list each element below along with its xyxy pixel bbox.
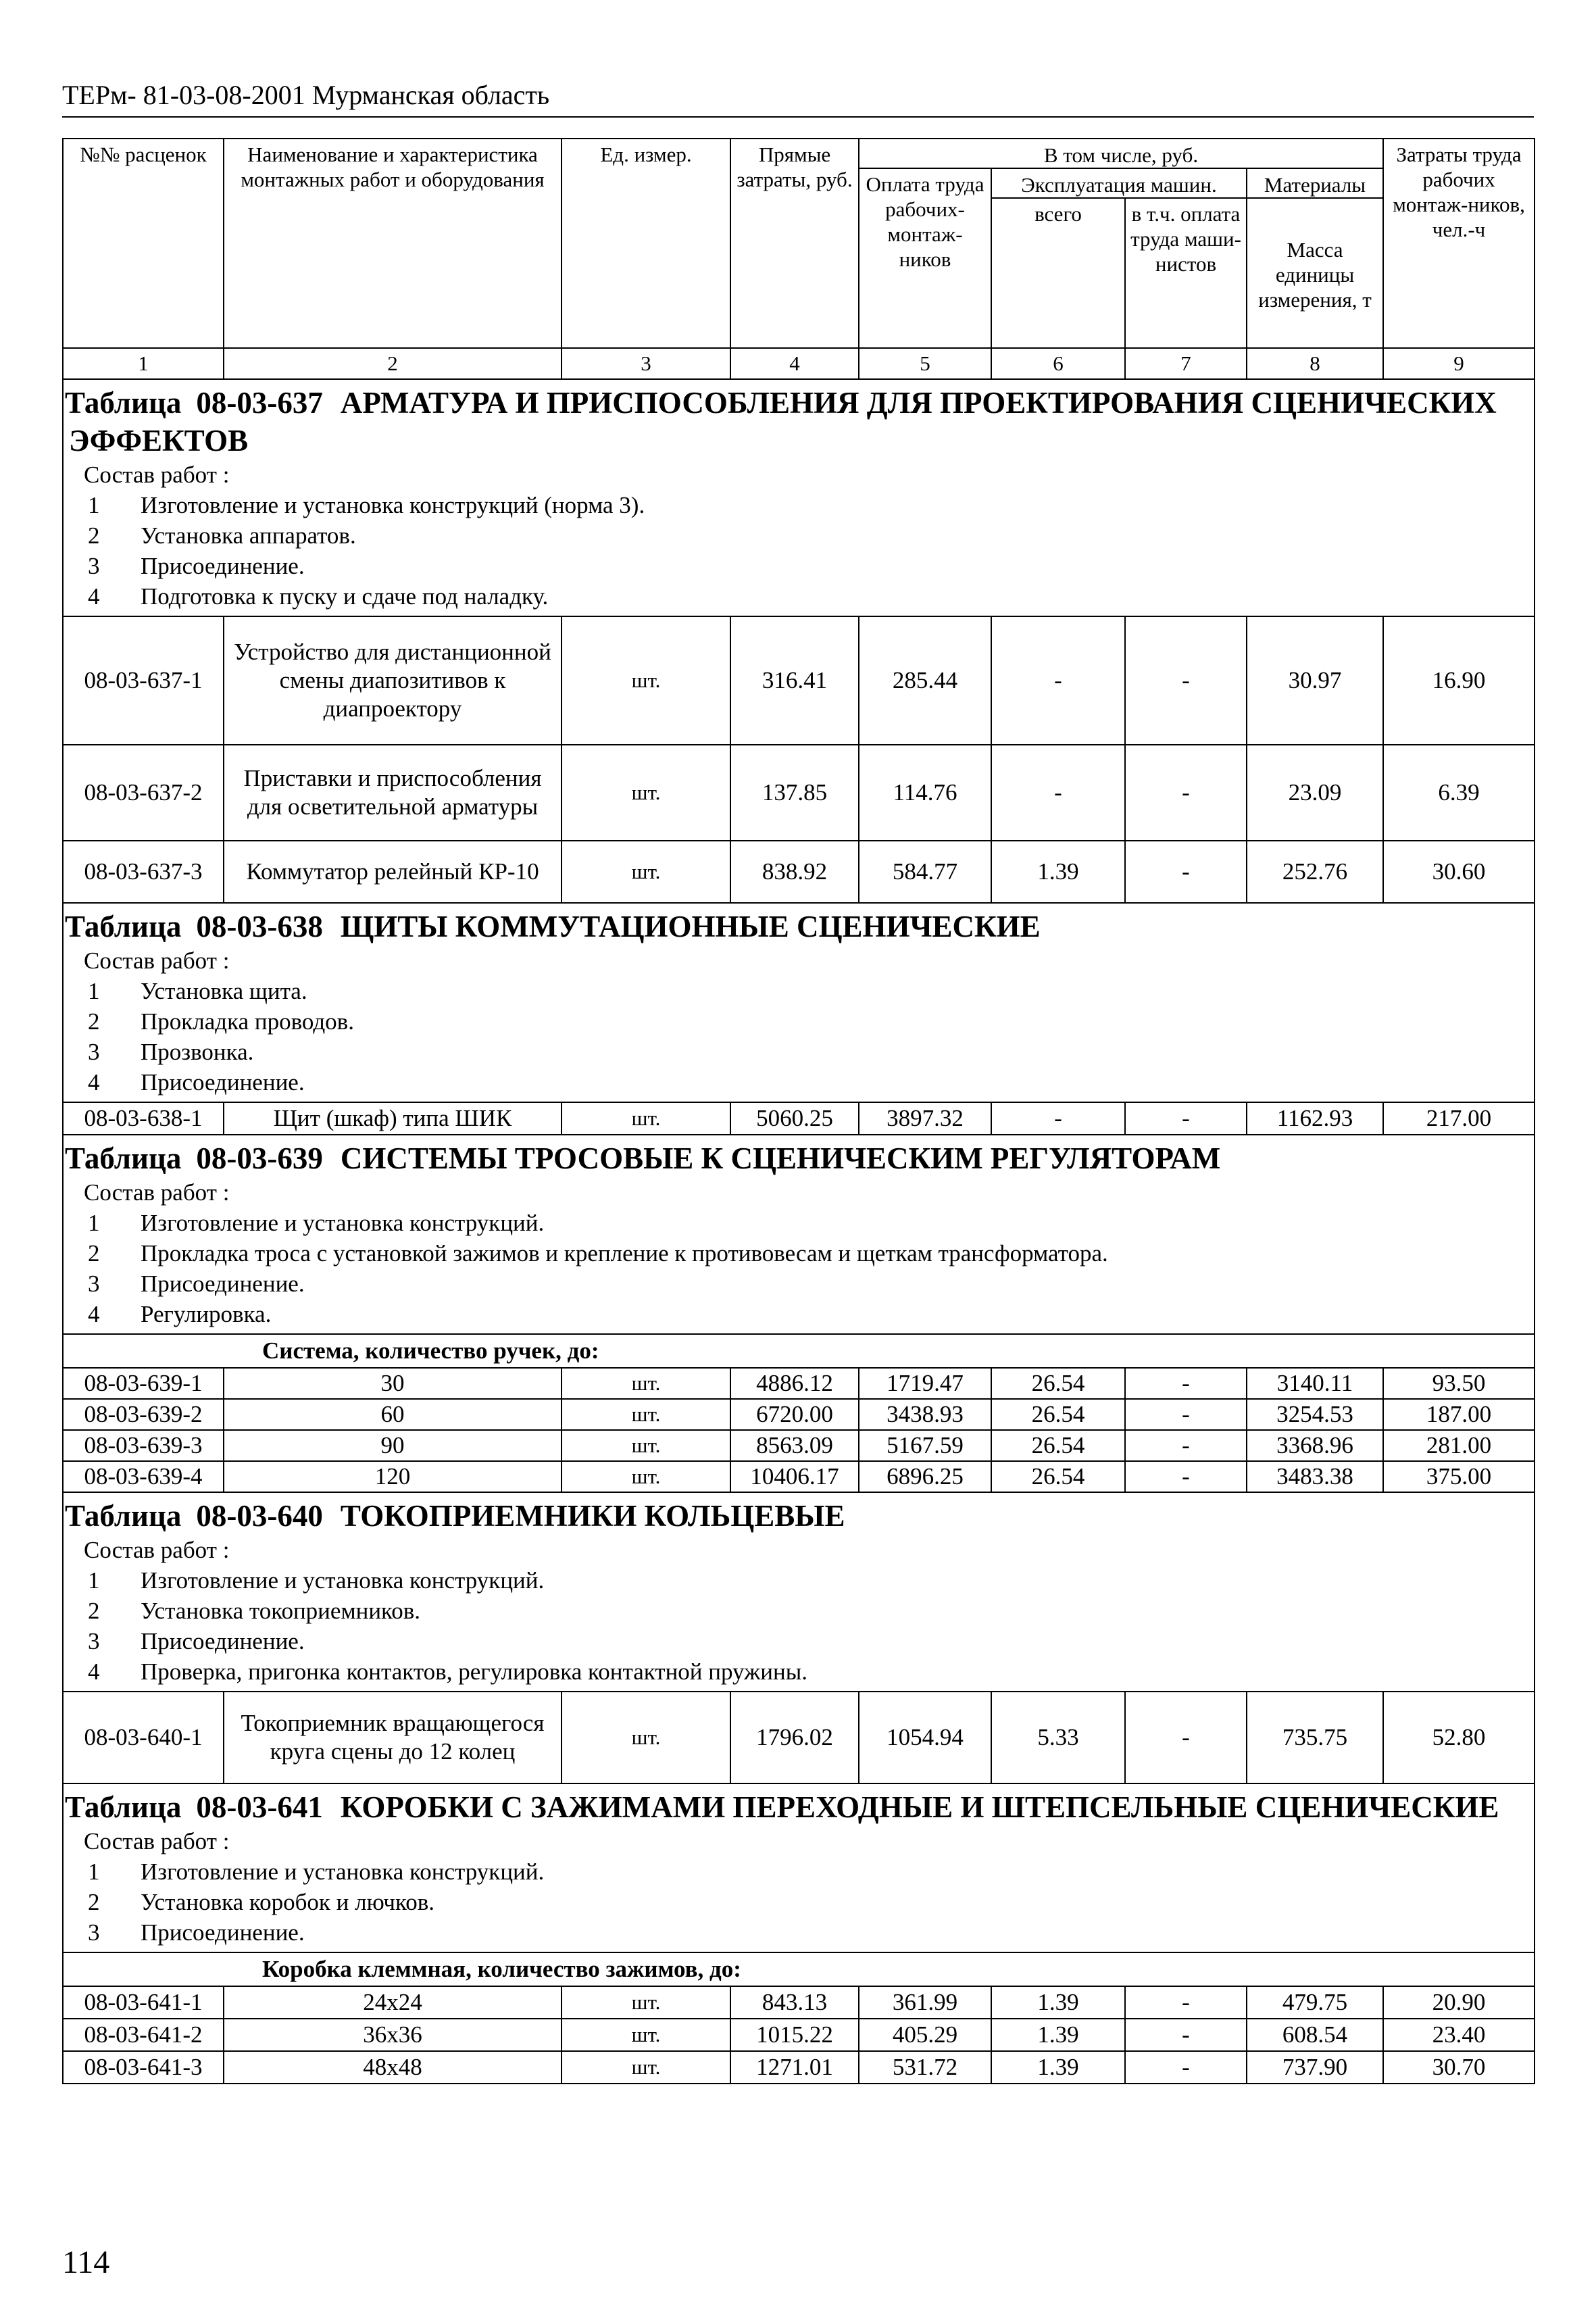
running-header: ТЕРм- 81-03-08-2001 Мурманская область — [62, 76, 1534, 118]
rate-unit: шт. — [562, 2019, 730, 2051]
header-mass: Масса единицы измерения, т — [1247, 198, 1383, 348]
work-item: 2 Установка коробок и лючков. — [88, 1889, 435, 1915]
rate-machines: - — [991, 1102, 1125, 1135]
subheader-row — [63, 1952, 1535, 1986]
section-title — [65, 384, 1528, 460]
rate-code: 08-03-639-4 — [63, 1461, 224, 1492]
table-header — [63, 139, 1535, 379]
work-item: 4 Регулировка. — [88, 1301, 272, 1327]
rate-unit: шт. — [562, 745, 730, 841]
work-item: 3 Присоединение. — [88, 1919, 305, 1946]
rate-unit: шт. — [562, 1102, 730, 1135]
rate-direct: 316.41 — [730, 616, 859, 745]
rate-name: Токоприемник вращающегося круга сцены до 12 колец — [224, 1692, 562, 1783]
header-code: №№ расценок — [63, 139, 224, 348]
rate-unit: шт. — [562, 841, 730, 903]
works-label: Состав работ : — [84, 1179, 230, 1206]
rate-machines-pay: - — [1125, 1692, 1247, 1783]
rate-unit: шт. — [562, 1399, 730, 1430]
column-number: 6 — [991, 348, 1125, 379]
section-title — [65, 1139, 1528, 1177]
rate-hours: 20.90 — [1383, 1986, 1535, 2019]
rate-hours: 30.60 — [1383, 841, 1535, 903]
column-number: 5 — [859, 348, 991, 379]
table-code: 08-03-637 — [196, 386, 323, 420]
rate-direct: 843.13 — [730, 1986, 859, 2019]
rate-machines-pay: - — [1125, 2051, 1247, 2084]
rate-machines: 1.39 — [991, 2019, 1125, 2051]
works-label: Состав работ : — [84, 462, 230, 488]
table-row — [63, 616, 1535, 745]
column-number: 4 — [730, 348, 859, 379]
rate-labor: 1054.94 — [859, 1692, 991, 1783]
rate-materials: 608.54 — [1247, 2019, 1383, 2051]
rate-hours: 187.00 — [1383, 1399, 1535, 1430]
rate-machines-pay: - — [1125, 745, 1247, 841]
header-machines-total: всего — [991, 198, 1125, 348]
table-code: 08-03-640 — [196, 1499, 323, 1533]
rate-hours: 93.50 — [1383, 1368, 1535, 1399]
rate-direct: 6720.00 — [730, 1399, 859, 1430]
rate-direct: 5060.25 — [730, 1102, 859, 1135]
rate-unit: шт. — [562, 616, 730, 745]
work-item: 4 Присоединение. — [88, 1069, 305, 1096]
document-page — [62, 76, 1534, 2280]
rate-name: Устройство для дистанционной смены диапозитивов к диапроектору — [224, 616, 562, 745]
section-title — [65, 1788, 1528, 1826]
section-08-03-640 — [63, 1492, 1535, 1783]
rate-materials: 737.90 — [1247, 2051, 1383, 2084]
column-number: 2 — [224, 348, 562, 379]
table-keyword: Таблица — [65, 1499, 182, 1533]
subheader: Система, количество ручек, до: — [63, 1334, 1535, 1368]
work-item: 4 Подготовка к пуску и сдаче под наладку. — [88, 583, 549, 610]
rate-machines: - — [991, 616, 1125, 745]
rate-direct: 1796.02 — [730, 1692, 859, 1783]
rate-labor: 285.44 — [859, 616, 991, 745]
table-title: СИСТЕМЫ ТРОСОВЫЕ К СЦЕНИЧЕСКИМ РЕГУЛЯТОРАМ — [340, 1141, 1221, 1175]
rate-direct: 4886.12 — [730, 1368, 859, 1399]
rate-materials: 3140.11 — [1247, 1368, 1383, 1399]
rate-unit: шт. — [562, 1368, 730, 1399]
rate-machines: 1.39 — [991, 841, 1125, 903]
rate-name: 90 — [224, 1430, 562, 1461]
column-number: 9 — [1383, 348, 1535, 379]
rate-code: 08-03-637-3 — [63, 841, 224, 903]
table-row — [63, 1430, 1535, 1461]
rate-name: 30 — [224, 1368, 562, 1399]
rate-name: 120 — [224, 1461, 562, 1492]
rate-unit: шт. — [562, 2051, 730, 2084]
rate-code: 08-03-640-1 — [63, 1692, 224, 1783]
header-labor-pay: Оплата труда рабочих-монтаж-ников — [859, 168, 991, 348]
rate-labor: 584.77 — [859, 841, 991, 903]
header-machines-group: Эксплуатация машин. — [991, 168, 1247, 198]
header-direct-costs: Прямые затраты, руб. — [730, 139, 859, 348]
table-row — [63, 2051, 1535, 2084]
table-keyword: Таблица — [65, 910, 182, 943]
table-code: 08-03-639 — [196, 1141, 323, 1175]
rate-direct: 10406.17 — [730, 1461, 859, 1492]
table-title: КОРОБКИ С ЗАЖИМАМИ ПЕРЕХОДНЫЕ И ШТЕПСЕЛЬНЫЕ СЦЕНИЧЕСКИЕ — [340, 1790, 1499, 1824]
rate-materials: 1162.93 — [1247, 1102, 1383, 1135]
work-item: 1 Изготовление и установка конструкций. — [88, 1858, 545, 1885]
table-keyword: Таблица — [65, 1141, 182, 1175]
rate-hours: 281.00 — [1383, 1430, 1535, 1461]
rate-machines: 1.39 — [991, 2051, 1125, 2084]
rate-direct: 838.92 — [730, 841, 859, 903]
work-item: 1 Изготовление и установка конструкций. — [88, 1210, 545, 1236]
column-number: 1 — [63, 348, 224, 379]
rate-materials: 30.97 — [1247, 616, 1383, 745]
rate-name: 36x36 — [224, 2019, 562, 2051]
header-machines-pay: в т.ч. оплата труда маши-нистов — [1125, 198, 1247, 348]
section-box — [63, 1492, 1535, 1692]
rate-hours: 375.00 — [1383, 1461, 1535, 1492]
work-item: 1 Установка щита. — [88, 978, 307, 1004]
work-item: 2 Установка токоприемников. — [88, 1598, 421, 1624]
rate-machines-pay: - — [1125, 1102, 1247, 1135]
rate-materials: 3254.53 — [1247, 1399, 1383, 1430]
rate-unit: шт. — [562, 1986, 730, 2019]
rate-machines-pay: - — [1125, 616, 1247, 745]
rate-hours: 16.90 — [1383, 616, 1535, 745]
works-label: Состав работ : — [84, 1537, 230, 1563]
rate-labor: 1719.47 — [859, 1368, 991, 1399]
rate-code: 08-03-641-1 — [63, 1986, 224, 2019]
rate-materials: 23.09 — [1247, 745, 1383, 841]
rate-machines: 26.54 — [991, 1399, 1125, 1430]
rate-hours: 6.39 — [1383, 745, 1535, 841]
column-number: 7 — [1125, 348, 1247, 379]
rate-code: 08-03-641-2 — [63, 2019, 224, 2051]
rate-code: 08-03-638-1 — [63, 1102, 224, 1135]
section-box — [63, 903, 1535, 1102]
work-item: 3 Присоединение. — [88, 1271, 305, 1297]
work-item: 1 Изготовление и установка конструкций. — [88, 1567, 545, 1594]
rate-code: 08-03-639-1 — [63, 1368, 224, 1399]
rate-materials: 3483.38 — [1247, 1461, 1383, 1492]
rate-labor: 361.99 — [859, 1986, 991, 2019]
rate-unit: шт. — [562, 1461, 730, 1492]
rate-machines-pay: - — [1125, 2019, 1247, 2051]
rate-name: Щит (шкаф) типа ШИК — [224, 1102, 562, 1135]
section-08-03-638 — [63, 903, 1535, 1135]
rate-direct: 8563.09 — [730, 1430, 859, 1461]
column-numbers-row — [63, 348, 1535, 379]
table-keyword: Таблица — [65, 386, 182, 420]
work-item: 2 Установка аппаратов. — [88, 522, 356, 549]
rate-materials: 3368.96 — [1247, 1430, 1383, 1461]
table-row — [63, 1368, 1535, 1399]
header-name: Наименование и характеристика монтажных работ и оборудования — [224, 139, 562, 348]
rates-table — [62, 138, 1535, 2084]
table-keyword: Таблица — [65, 1790, 182, 1824]
table-title: ТОКОПРИЕМНИКИ КОЛЬЦЕВЫЕ — [340, 1499, 845, 1533]
work-item: 3 Прозвонка. — [88, 1039, 254, 1065]
rate-code: 08-03-637-1 — [63, 616, 224, 745]
rate-machines: - — [991, 745, 1125, 841]
rate-name: Коммутатор релейный КР-10 — [224, 841, 562, 903]
rate-unit: шт. — [562, 1692, 730, 1783]
work-item: 2 Прокладка троса с установкой зажимов и крепление к противовесам и щеткам трансформатора. — [88, 1240, 1108, 1266]
header-including-group: В том числе, руб. — [859, 139, 1383, 168]
section-box — [63, 1783, 1535, 1952]
work-item: 3 Присоединение. — [88, 553, 305, 579]
work-item: 1 Изготовление и установка конструкций (норма 3). — [88, 492, 645, 518]
rate-hours: 217.00 — [1383, 1102, 1535, 1135]
rate-machines: 1.39 — [991, 1986, 1125, 2019]
rate-name: 60 — [224, 1399, 562, 1430]
rate-machines-pay: - — [1125, 1461, 1247, 1492]
rate-labor: 6896.25 — [859, 1461, 991, 1492]
works-label: Состав работ : — [84, 947, 230, 974]
section-title — [65, 908, 1528, 945]
table-row — [63, 1102, 1535, 1135]
rate-labor: 5167.59 — [859, 1430, 991, 1461]
rate-direct: 137.85 — [730, 745, 859, 841]
table-row — [63, 1986, 1535, 2019]
rate-code: 08-03-639-2 — [63, 1399, 224, 1430]
rate-machines-pay: - — [1125, 1368, 1247, 1399]
table-code: 08-03-641 — [196, 1790, 323, 1824]
table-row — [63, 841, 1535, 903]
header-unit: Ед. измер. — [562, 139, 730, 348]
rate-labor: 405.29 — [859, 2019, 991, 2051]
column-number: 8 — [1247, 348, 1383, 379]
rate-labor: 3897.32 — [859, 1102, 991, 1135]
rate-name: Приставки и приспособления для осветительной арматуры — [224, 745, 562, 841]
rate-materials: 479.75 — [1247, 1986, 1383, 2019]
table-row — [63, 1399, 1535, 1430]
table-title: АРМАТУРА И ПРИСПОСОБЛЕНИЯ ДЛЯ ПРОЕКТИРОВАНИЯ СЦЕНИЧЕСКИХ ЭФФЕКТОВ — [69, 386, 1497, 458]
table-row — [63, 1692, 1535, 1783]
rate-direct: 1271.01 — [730, 2051, 859, 2084]
rate-materials: 735.75 — [1247, 1692, 1383, 1783]
rate-machines-pay: - — [1125, 841, 1247, 903]
header-materials-group: Материалы — [1247, 168, 1383, 198]
work-item: 2 Прокладка проводов. — [88, 1008, 354, 1035]
rate-machines-pay: - — [1125, 1430, 1247, 1461]
rate-hours: 52.80 — [1383, 1692, 1535, 1783]
rate-machines: 26.54 — [991, 1461, 1125, 1492]
section-title — [65, 1497, 1528, 1535]
section-08-03-637 — [63, 379, 1535, 903]
rate-machines: 5.33 — [991, 1692, 1125, 1783]
work-item: 4 Проверка, пригонка контактов, регулировка контактной пружины. — [88, 1658, 808, 1685]
rate-machines: 26.54 — [991, 1368, 1125, 1399]
rate-labor: 114.76 — [859, 745, 991, 841]
section-08-03-641 — [63, 1783, 1535, 2084]
rate-materials: 252.76 — [1247, 841, 1383, 903]
rate-direct: 1015.22 — [730, 2019, 859, 2051]
rate-machines: 26.54 — [991, 1430, 1125, 1461]
table-code: 08-03-638 — [196, 910, 323, 943]
table-row — [63, 745, 1535, 841]
work-item: 3 Присоединение. — [88, 1628, 305, 1654]
section-box — [63, 379, 1535, 616]
rate-code: 08-03-639-3 — [63, 1430, 224, 1461]
rate-hours: 23.40 — [1383, 2019, 1535, 2051]
rate-code: 08-03-641-3 — [63, 2051, 224, 2084]
works-label: Состав работ : — [84, 1828, 230, 1854]
section-box — [63, 1135, 1535, 1334]
column-number: 3 — [562, 348, 730, 379]
table-row — [63, 2019, 1535, 2051]
rate-hours: 30.70 — [1383, 2051, 1535, 2084]
rate-code: 08-03-637-2 — [63, 745, 224, 841]
rate-machines-pay: - — [1125, 1399, 1247, 1430]
rate-machines-pay: - — [1125, 1986, 1247, 2019]
subheader-row — [63, 1334, 1535, 1368]
page-number: 114 — [62, 2244, 110, 2280]
header-labor-hours: Затраты труда рабочих монтаж-ников, чел.-ч — [1383, 139, 1535, 348]
table-row — [63, 1461, 1535, 1492]
rate-labor: 3438.93 — [859, 1399, 991, 1430]
table-title: ЩИТЫ КОММУТАЦИОННЫЕ СЦЕНИЧЕСКИЕ — [340, 910, 1041, 943]
rate-unit: шт. — [562, 1430, 730, 1461]
rate-name: 48x48 — [224, 2051, 562, 2084]
section-08-03-639 — [63, 1135, 1535, 1492]
rate-labor: 531.72 — [859, 2051, 991, 2084]
rate-name: 24x24 — [224, 1986, 562, 2019]
subheader: Коробка клеммная, количество зажимов, до: — [63, 1952, 1535, 1986]
